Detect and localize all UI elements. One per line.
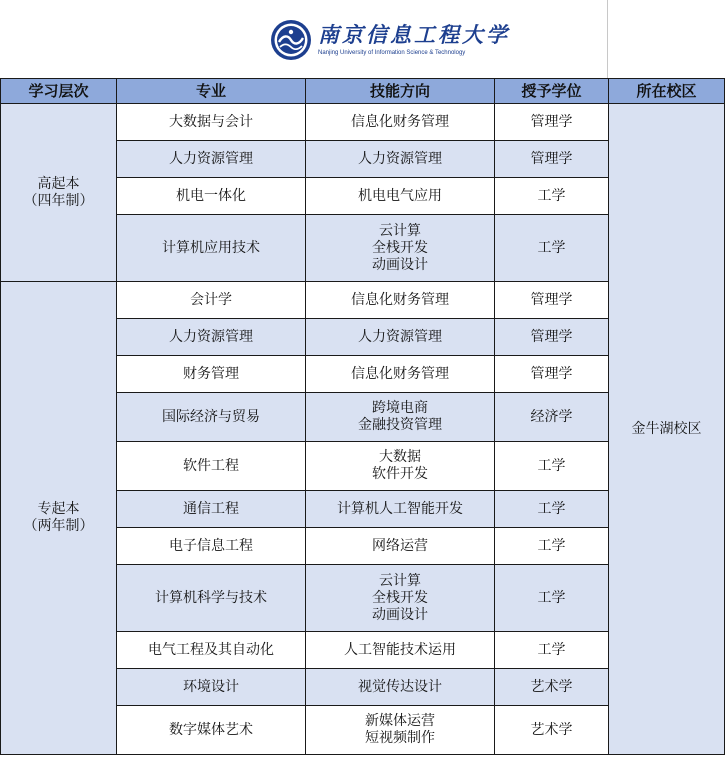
major-cell: 人力资源管理 — [117, 319, 306, 356]
skill-cell — [306, 669, 495, 706]
header-level: 学习层次 — [1, 79, 117, 104]
degree-cell: 管理学 — [495, 319, 609, 356]
skill-cell — [306, 491, 495, 528]
skill-cell — [306, 706, 495, 755]
skill-item: 信息化财务管理 — [351, 291, 449, 308]
skill-cell — [306, 282, 495, 319]
skill-item: 人力资源管理 — [358, 150, 442, 167]
skill-item: 跨境电商 — [372, 400, 428, 416]
skill-item: 短视频制作 — [365, 730, 435, 746]
skill-cell — [306, 393, 495, 442]
skill-item: 信息化财务管理 — [351, 113, 449, 130]
degree-cell: 管理学 — [495, 104, 609, 141]
skill-item: 大数据 — [379, 449, 421, 465]
skill-item: 动画设计 — [372, 256, 428, 273]
skill-item: 全栈开发 — [372, 589, 428, 606]
major-cell: 财务管理 — [117, 356, 306, 393]
skill-cell — [306, 319, 495, 356]
degree-cell: 工学 — [495, 632, 609, 669]
skill-item: 云计算 — [379, 222, 421, 239]
university-name-cn: 南京信息工程大学 — [318, 22, 510, 47]
degree-cell: 工学 — [495, 442, 609, 491]
skill-cell — [306, 528, 495, 565]
skill-item: 网络运营 — [372, 537, 428, 554]
header-skill: 技能方向 — [306, 79, 495, 104]
major-cell: 数字媒体艺术 — [117, 706, 306, 755]
skill-cell — [306, 565, 495, 632]
university-logo — [270, 18, 510, 62]
university-name-en: Nanjing University of Information Science & Technology — [318, 50, 466, 56]
degree-cell: 管理学 — [495, 282, 609, 319]
degree-cell: 经济学 — [495, 393, 609, 442]
major-cell: 计算机应用技术 — [117, 215, 306, 282]
skill-item: 视觉传达设计 — [358, 678, 442, 695]
degree-cell: 艺术学 — [495, 706, 609, 755]
campus-cell: 金牛湖校区 — [609, 104, 725, 755]
skill-cell — [306, 356, 495, 393]
major-cell: 机电一体化 — [117, 178, 306, 215]
major-cell: 大数据与会计 — [117, 104, 306, 141]
skill-item: 计算机人工智能开发 — [337, 500, 463, 517]
skill-item: 动画设计 — [372, 606, 428, 623]
skill-cell — [306, 215, 495, 282]
degree-cell: 工学 — [495, 178, 609, 215]
skill-item: 机电电气应用 — [358, 187, 442, 204]
skill-item: 新媒体运营 — [365, 713, 435, 729]
university-seal-icon — [270, 19, 312, 61]
major-cell: 环境设计 — [117, 669, 306, 706]
header-major: 专业 — [117, 79, 306, 104]
skill-item: 人力资源管理 — [358, 328, 442, 345]
degree-cell: 管理学 — [495, 356, 609, 393]
skill-cell — [306, 442, 495, 491]
major-cell: 电气工程及其自动化 — [117, 632, 306, 669]
skill-item: 云计算 — [379, 572, 421, 589]
degree-cell: 艺术学 — [495, 669, 609, 706]
skill-cell — [306, 104, 495, 141]
skill-item: 全栈开发 — [372, 239, 428, 256]
skill-cell — [306, 178, 495, 215]
major-cell: 人力资源管理 — [117, 141, 306, 178]
degree-cell: 工学 — [495, 565, 609, 632]
page-header — [0, 0, 726, 78]
degree-cell: 工学 — [495, 491, 609, 528]
level-cell: 高起本 （四年制） — [1, 104, 117, 282]
header-divider — [607, 0, 608, 78]
header-campus: 所在校区 — [609, 79, 725, 104]
skill-item: 软件开发 — [372, 466, 428, 482]
skill-item: 信息化财务管理 — [351, 365, 449, 382]
major-cell: 会计学 — [117, 282, 306, 319]
skill-item: 人工智能技术运用 — [344, 641, 456, 658]
major-cell: 国际经济与贸易 — [117, 393, 306, 442]
table-row — [1, 104, 725, 141]
major-cell: 电子信息工程 — [117, 528, 306, 565]
programs-table — [0, 78, 725, 755]
degree-cell: 工学 — [495, 215, 609, 282]
degree-cell: 工学 — [495, 528, 609, 565]
level-cell: 专起本 （两年制） — [1, 282, 117, 755]
major-cell: 通信工程 — [117, 491, 306, 528]
skill-cell — [306, 141, 495, 178]
skill-item: 金融投资管理 — [358, 417, 442, 433]
skill-cell — [306, 632, 495, 669]
degree-cell: 管理学 — [495, 141, 609, 178]
header-degree: 授予学位 — [495, 79, 609, 104]
major-cell: 软件工程 — [117, 442, 306, 491]
major-cell: 计算机科学与技术 — [117, 565, 306, 632]
table-header-row — [1, 79, 725, 104]
